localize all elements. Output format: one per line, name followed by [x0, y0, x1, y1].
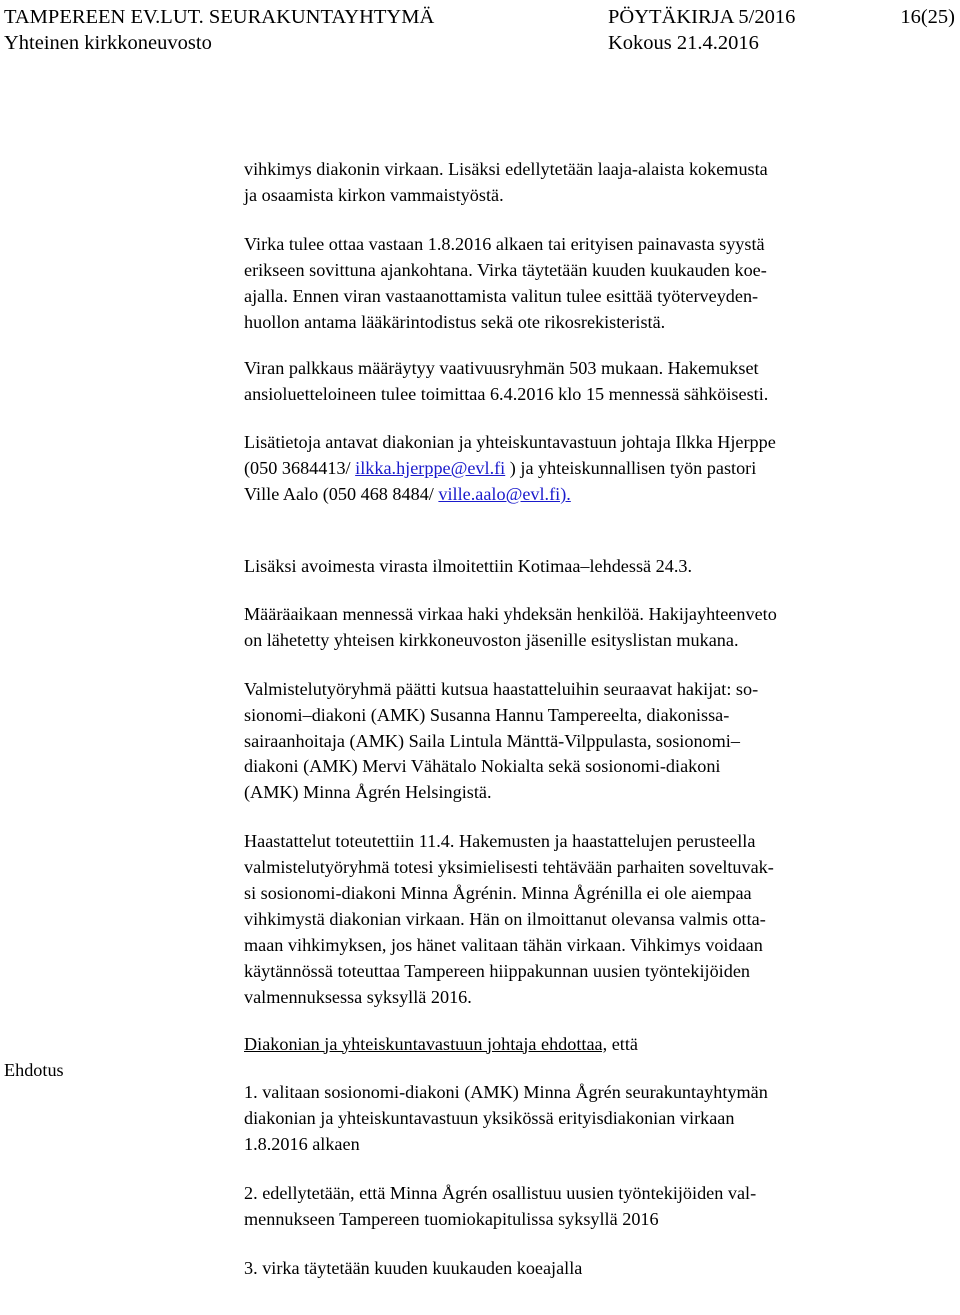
text-line: ja osaamista kirkon vammaistyöstä. [244, 184, 504, 205]
text-line: Haastattelut toteutettiin 11.4. Hakemusten ja haastattelujen perusteella [244, 831, 756, 852]
text-line: huollon antama lääkärintodistus sekä ote rikosrekisteristä. [244, 311, 666, 332]
text-line: erikseen sovittuna ajankohtana. Virka täytetään kuuden kuukauden koe- [244, 259, 767, 280]
text-line [244, 482, 944, 508]
text-line: vihkimys diakonin virkaan. Lisäksi edellytetään laaja-alaista kokemusta [244, 159, 768, 179]
paragraph-advertisement [244, 554, 944, 580]
text-line: si sosionomi-diakoni Minna Ågrénin. Minna Ågrénilla ei ole aiempaa [244, 883, 752, 904]
text-line: 1. valitaan sosionomi-diakoni (AMK) Minna Ågrén seurakuntayhtymän [244, 1082, 768, 1103]
text-line: mennukseen Tampereen tuomiokapitulissa syksyllä 2016 [244, 1209, 659, 1230]
text-segment: (050 3684413/ [244, 458, 356, 479]
text-line: (AMK) Minna Ågrén Helsingistä. [244, 782, 492, 803]
text-line: ansioluetteloineen tulee toimittaa 6.4.2016 klo 15 mennessä sähköisesti. [244, 384, 769, 405]
text-segment: ) ja yhteiskunnallisen työn pastori [505, 458, 757, 479]
document-body [244, 157, 944, 1282]
text-line: ajalla. Ennen viran vastaanottamista valitun tulee esittää työterveyden- [244, 285, 759, 306]
paragraph-interviews [244, 829, 944, 1010]
text-line: valmennuksessa syksyllä 2016. [244, 986, 472, 1007]
proposal-item-1 [244, 1080, 944, 1158]
text-line: valmistelutyöryhmä totesi yksimielisesti tehtävään parhaiten soveltuvak- [244, 857, 774, 878]
paragraph-applicants [244, 602, 944, 654]
text-line: 3. virka täytetään kuuden kuukauden koeajalla [244, 1258, 583, 1278]
text-line: diakoni (AMK) Mervi Vähätalo Nokialta sekä sosionomi-diakoni [244, 756, 721, 777]
header-organization: TAMPEREEN EV.LUT. SEURAKUNTAYHTYMÄ [4, 6, 435, 28]
text-line: käytännössä toteuttaa Tampereen hiippakunnan uusien työntekijöiden [244, 960, 750, 981]
text-line: 2. edellytetään, että Minna Ågrén osallistuu uusien työntekijöiden val- [244, 1183, 757, 1204]
header-page-number: 16(25) [900, 6, 955, 28]
text-line: Lisäksi avoimesta virasta ilmoitettiin Kotimaa–lehdessä 24.3. [244, 555, 693, 576]
email-link-hjerppe[interactable]: ilkka.hjerppe@evl.fi [355, 458, 506, 479]
text-line: Viran palkkaus määräytyy vaativuusryhmän 503 mukaan. Hakemukset [244, 358, 759, 379]
text-line: sionomi–diakoni (AMK) Susanna Hannu Tampereelta, diakonissa- [244, 704, 730, 725]
header-document: PÖYTÄKIRJA 5/2016 [608, 6, 796, 28]
header-meeting-date: Kokous 21.4.2016 [608, 32, 759, 54]
header-body-name: Yhteinen kirkkoneuvosto [4, 32, 212, 54]
text-segment: että [607, 1033, 638, 1054]
text-line: Lisätietoja antavat diakonian ja yhteiskuntavastuun johtaja Ilkka Hjerppe [244, 432, 776, 453]
paragraph-salary [244, 356, 944, 408]
text-line [244, 456, 944, 482]
text-line: Valmistelutyöryhmä päätti kutsua haastatteluihin seuraavat hakijat: so- [244, 678, 759, 699]
paragraph-interviewees [244, 677, 944, 807]
proposal-intro [244, 1032, 944, 1058]
proposal-proposer: Diakonian ja yhteiskuntavastuun johtaja ehdottaa, [244, 1033, 608, 1054]
text-line: sairaanhoitaja (AMK) Saila Lintula Mänttä-Vilppulasta, sosionomi– [244, 730, 740, 751]
paragraph-requirements [244, 157, 944, 209]
text-line: on lähetetty yhteisen kirkkoneuvoston jäsenille esityslistan mukana. [244, 629, 739, 650]
text-line [244, 1032, 944, 1058]
text-line: vihkimystä diakonian virkaan. Hän on ilmoittanut olevansa valmis otta- [244, 908, 766, 929]
proposal-item-3 [244, 1256, 944, 1282]
text-line: Määräaikaan mennessä virkaa haki yhdeksän henkilöä. Hakijayhteenveto [244, 603, 777, 624]
proposal-label: Ehdotus [4, 1060, 64, 1080]
proposal-item-2 [244, 1181, 944, 1233]
email-link-aalo[interactable]: ville.aalo@evl.fi). [438, 484, 571, 505]
paragraph-contacts [244, 430, 944, 508]
text-segment: Ville Aalo (050 468 8484/ [244, 484, 439, 505]
text-line: diakonian ja yhteiskuntavastuun yksikössä erityisdiakonian virkaan [244, 1108, 735, 1129]
text-line: maan vihkimyksen, jos hänet valitaan tähän virkaan. Vihkimys voidaan [244, 934, 763, 955]
text-line: 1.8.2016 alkaen [244, 1134, 360, 1155]
paragraph-start-date [244, 232, 944, 336]
text-line: Virka tulee ottaa vastaan 1.8.2016 alkaen tai erityisen painavasta syystä [244, 233, 765, 254]
